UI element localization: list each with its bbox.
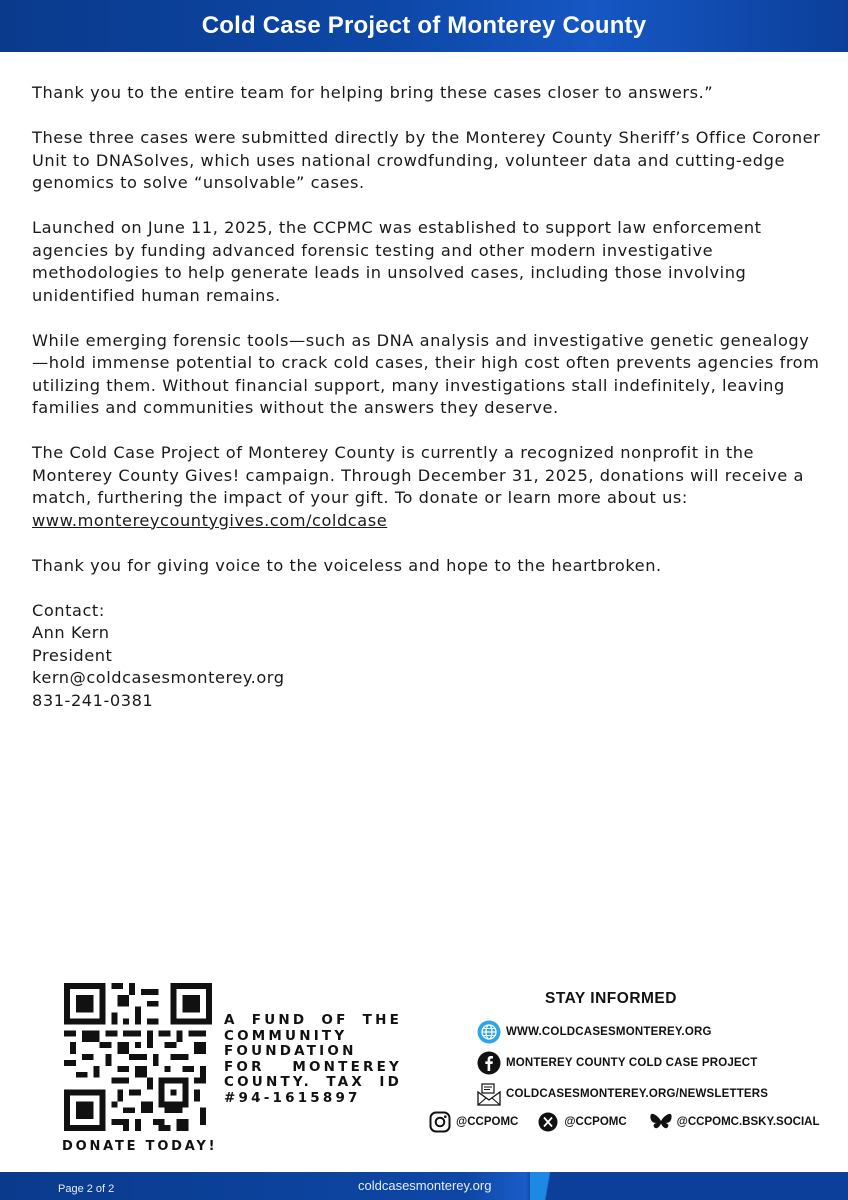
contact-block	[32, 600, 822, 713]
fund-statement: A FUND OF THE COMMUNITY FOUNDATION FOR MONTEREY COUNTY. TAX ID #94-1615897	[224, 1012, 402, 1106]
paragraph-5-text: The Cold Case Project of Monterey County is currently a recognized nonprofit in the Monterey County Gives! campaign. Through December 31, 2025, donations will receive a match, furthering the impact of your gift. To donate or learn more about us:	[32, 443, 804, 507]
bluesky-butterfly-icon	[649, 1110, 673, 1134]
newsletter-label: COLDCASESMONTEREY.ORG/NEWSLETTERS	[506, 1088, 769, 1100]
contact-title: President	[32, 645, 113, 665]
newsletter-envelope-icon	[476, 1081, 502, 1107]
paragraph-2: These three cases were submitted directly by the Monterey County Sheriff’s Office Coroner Unit to DNASolves, which uses national crowdfunding, volunteer data and cutting-edge genomics to solve “unsolvable” cases.	[32, 128, 821, 192]
qr-code[interactable]	[62, 983, 214, 1131]
letter-body	[32, 82, 822, 712]
stay-informed-title: STAY INFORMED	[545, 990, 677, 1007]
paragraph-5	[32, 442, 822, 532]
bluesky-link[interactable]	[649, 1110, 820, 1134]
contact-email[interactable]: kern@coldcasesmonterey.org	[32, 668, 285, 687]
bluesky-handle: @CCPOMC.BSKY.SOCIAL	[676, 1116, 820, 1128]
paragraph-1: Thank you to the entire team for helping bring these cases closer to answers.”	[32, 83, 714, 102]
instagram-handle: @CCPOMC	[456, 1116, 519, 1128]
facebook-row[interactable]	[476, 1050, 758, 1076]
website-label: WWW.COLDCASESMONTEREY.ORG	[506, 1026, 712, 1038]
social-links	[428, 1110, 838, 1134]
paragraph-4: While emerging forensic tools—such as DNA analysis and investigative genetic genealogy—hold immense potential to crack cold cases, their high cost often prevents agencies from utilizing them. Without financial support, many investigations stall indefinitely, leaving families and communities without the answers they deserve.	[32, 330, 820, 417]
contact-phone[interactable]: 831-241-0381	[32, 690, 154, 710]
facebook-label: MONTEREY COUNTY COLD CASE PROJECT	[506, 1057, 758, 1069]
website-row[interactable]	[476, 1019, 712, 1045]
contact-name: Ann Kern	[32, 623, 110, 642]
paragraph-6: Thank you for giving voice to the voiceless and hope to the heartbroken.	[32, 555, 662, 575]
facebook-icon	[476, 1050, 502, 1076]
page-number: Page 2 of 2	[58, 1183, 115, 1195]
instagram-icon	[428, 1110, 452, 1134]
footer-url[interactable]: coldcasesmonterey.org	[358, 1178, 492, 1193]
x-link[interactable]	[536, 1110, 626, 1134]
page-title: Cold Case Project of Monterey County	[201, 12, 647, 39]
paragraph-3: Launched on June 11, 2025, the CCPMC was established to support law enforcement agencies by funding advanced forensic testing and other modern investigative methodologies to help generate leads in unsolved cases, including those involving unidentified human remains.	[32, 218, 762, 305]
instagram-link[interactable]	[428, 1110, 518, 1134]
globe-icon	[476, 1019, 502, 1045]
newsletter-row[interactable]	[476, 1081, 768, 1107]
footer-accent-stripe	[530, 1172, 848, 1200]
x-icon	[536, 1110, 560, 1134]
contact-label: Contact:	[32, 600, 105, 620]
donate-link[interactable]: www.montereycountygives.com/coldcase	[32, 510, 388, 530]
x-handle: @CCPOMC	[564, 1116, 627, 1128]
header-banner	[0, 0, 848, 52]
donate-label: DONATE TODAY!	[62, 1139, 218, 1154]
